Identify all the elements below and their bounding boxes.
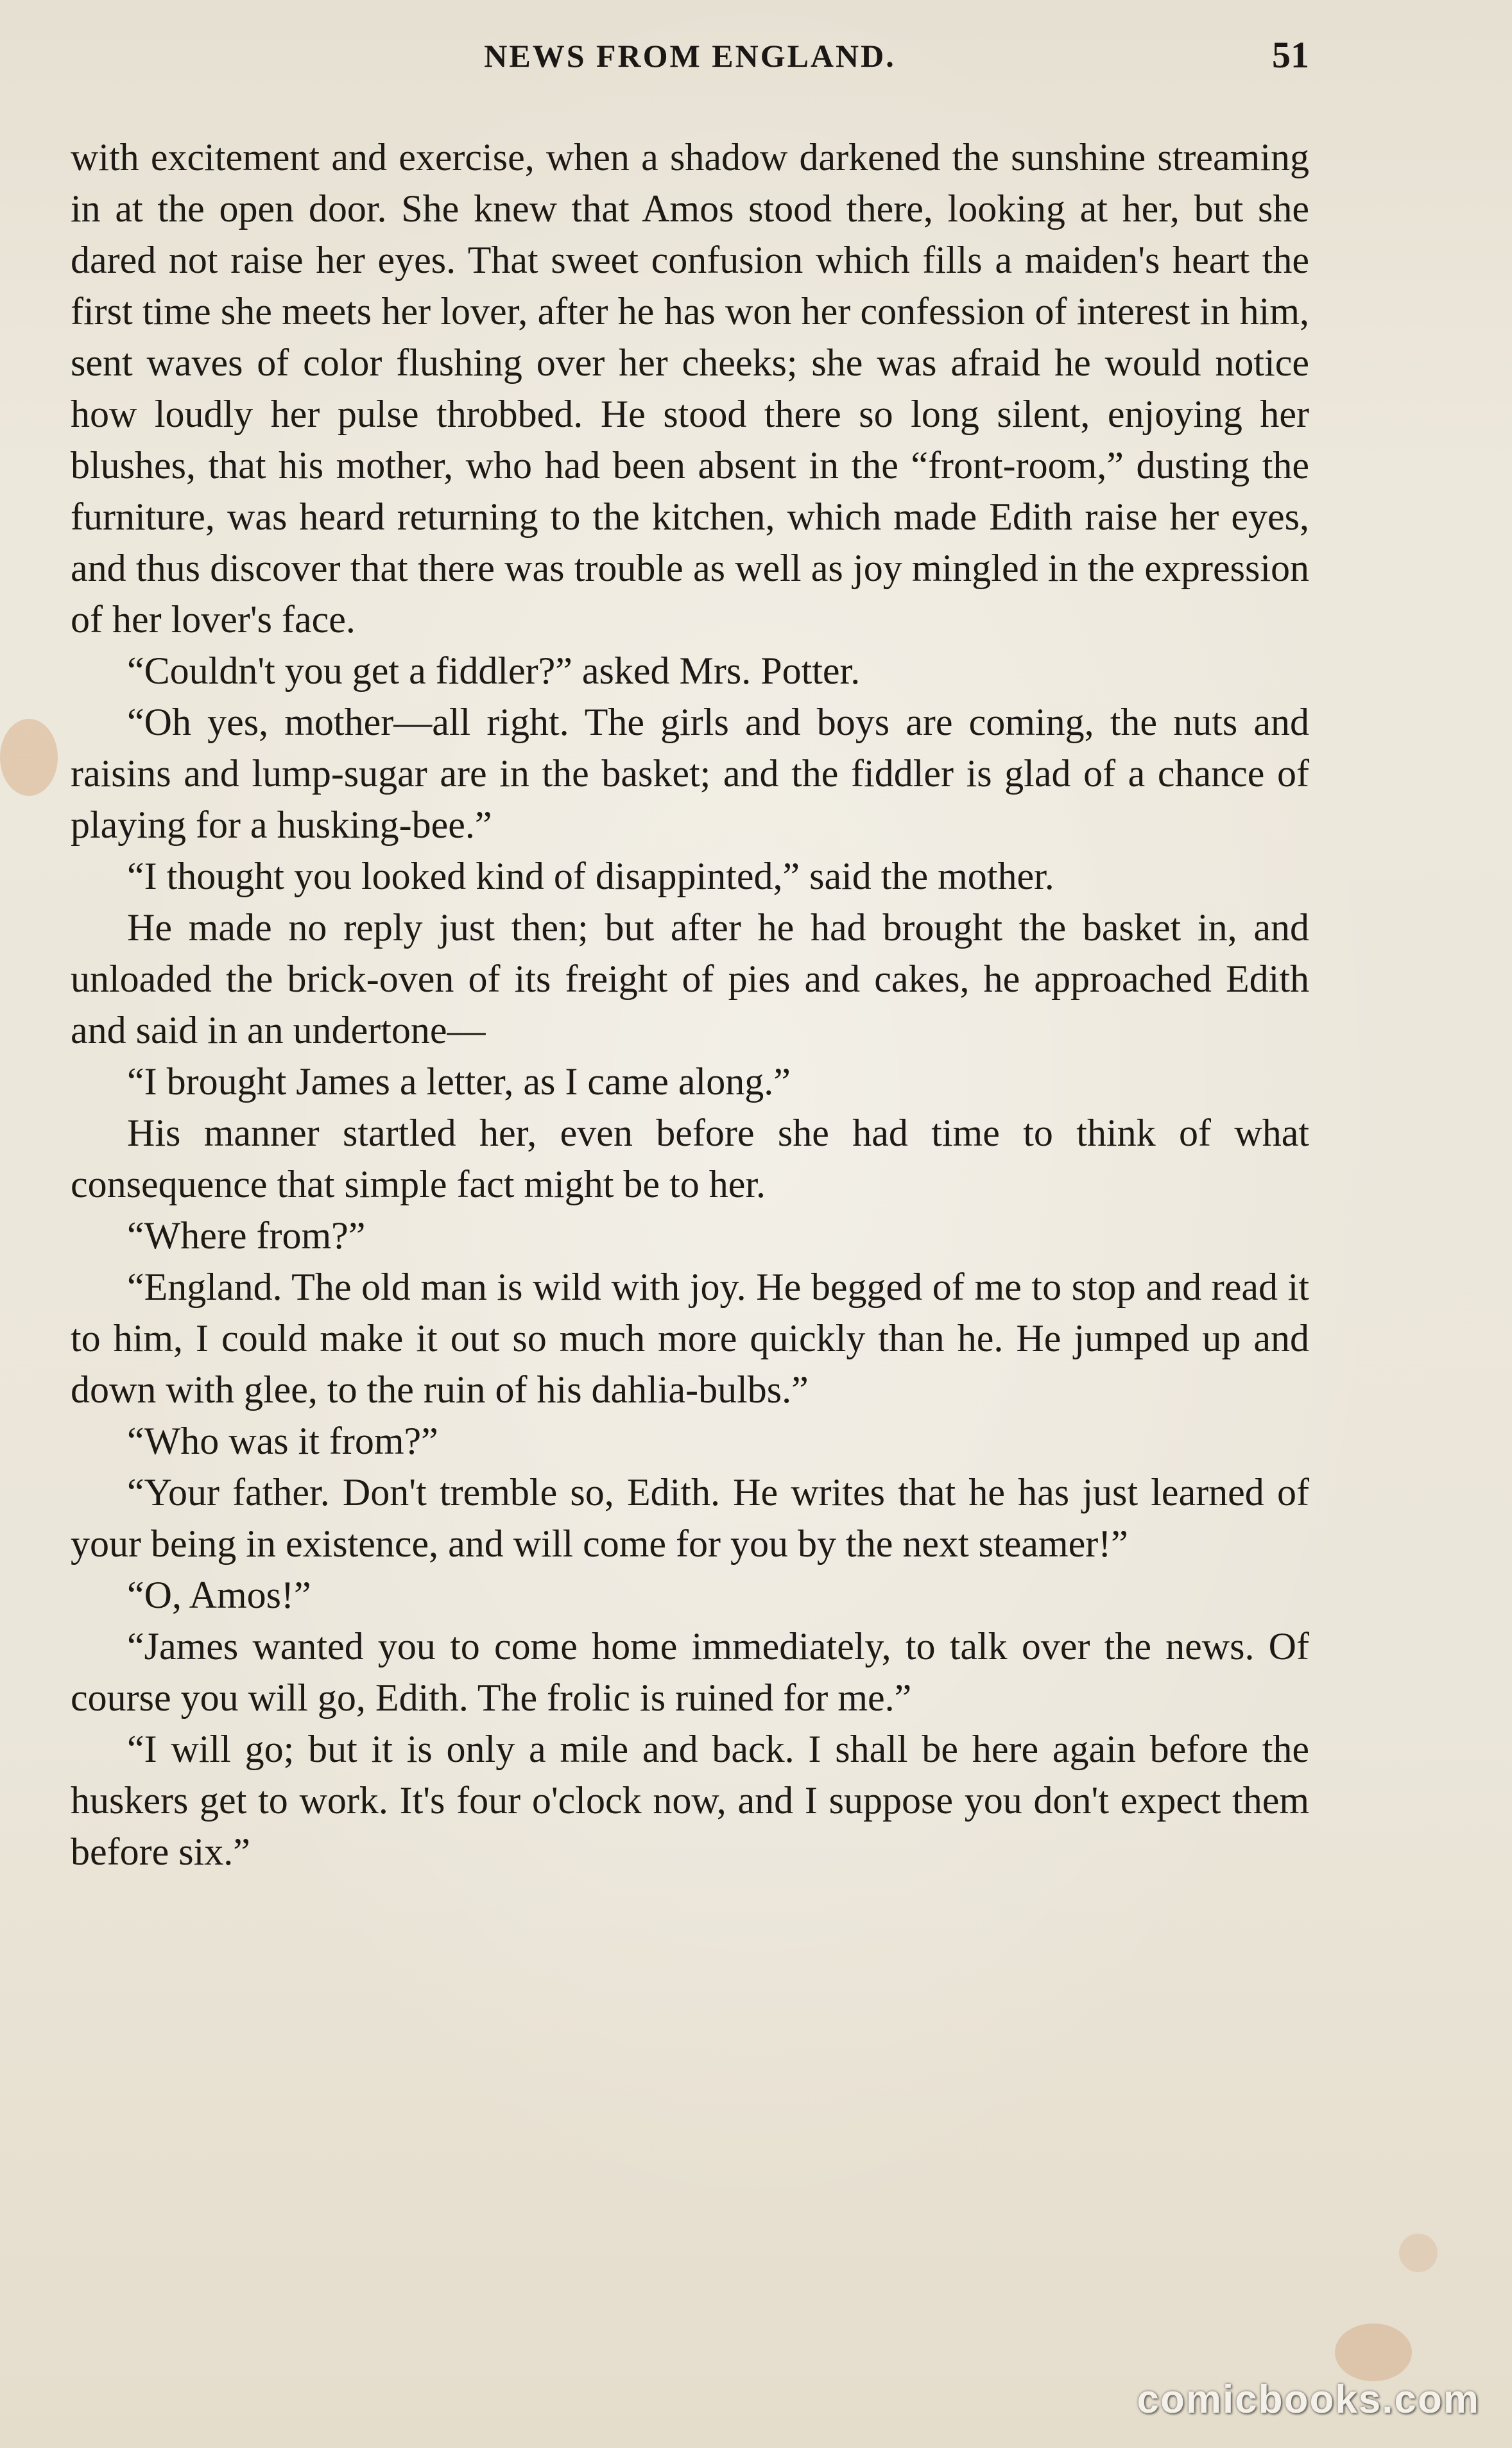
paragraph: “England. The old man is wild with joy. He begged of me to stop and read it to him, I could make it out so much more quickly than he. He jumped up and down with glee, to the ruin of his dahlia-bulbs.” xyxy=(71,1266,1309,1411)
paragraph: “Where from?” xyxy=(127,1214,366,1257)
paragraph: with excitement and exercise, when a shadow darkened the sunshine streaming in at the open door. She knew that Amos stood there, looking at her, but she dared not raise her eyes. That sweet confusion which fills a maiden's heart the first time she meets her lover, after he has won her confession of interest in him, sent waves of color flushing over her cheeks; she was afraid he would notice how loudly her pulse throbbed. He stood there so long silent, enjoying her blushes, that his mother, who had been absent in the “front-room,” dusting the furniture, was heard returning to the kitchen, which made Edith raise her eyes, and thus discover that there was trouble as well as joy mingled in the expression of her lover's face. xyxy=(71,136,1309,641)
paragraph: His manner startled her, even before she had time to think of what consequence that simple fact might be to her. xyxy=(71,1112,1309,1205)
paragraph: “Oh yes, mother—all right. The girls and boys are coming, the nuts and raisins and lump-sugar are in the basket; and the fiddler is glad of a chance of playing for a husking-bee.” xyxy=(71,701,1309,846)
paragraph: He made no reply just then; but after he had brought the basket in, and unloaded the brick-oven of its freight of pies and cakes, he approached Edith and said in an undertone— xyxy=(71,906,1309,1051)
page-stain xyxy=(1335,2323,1412,2381)
page-stain xyxy=(1399,2234,1438,2272)
paragraph: “O, Amos!” xyxy=(127,1574,311,1616)
paragraph: “I brought James a letter, as I came along.” xyxy=(127,1060,791,1103)
paragraph: “Couldn't you get a fiddler?” asked Mrs. Potter. xyxy=(127,650,861,692)
paragraph: “I will go; but it is only a mile and back. I shall be here again before the huskers get to work. It's four o'clock now, and I suppose you don't expect them before six.” xyxy=(71,1728,1309,1873)
page-stain xyxy=(0,719,58,796)
paragraph: “James wanted you to come home immediately, to talk over the news. Of course you will go, Edith. The frolic is ruined for me.” xyxy=(71,1625,1309,1719)
paragraph: “Who was it from?” xyxy=(127,1420,438,1462)
watermark: comicbooks.com xyxy=(1137,2377,1480,2422)
page-number: 51 xyxy=(1272,34,1309,76)
paragraph: “I thought you looked kind of disappinted,” said the mother. xyxy=(127,855,1054,897)
body-text xyxy=(71,132,1309,1877)
page-header xyxy=(71,33,1309,85)
paragraph: “Your father. Don't tremble so, Edith. He writes that he has just learned of your being in existence, and will come for you by the next steamer!” xyxy=(71,1471,1309,1565)
running-head: NEWS FROM ENGLAND. xyxy=(484,38,896,74)
